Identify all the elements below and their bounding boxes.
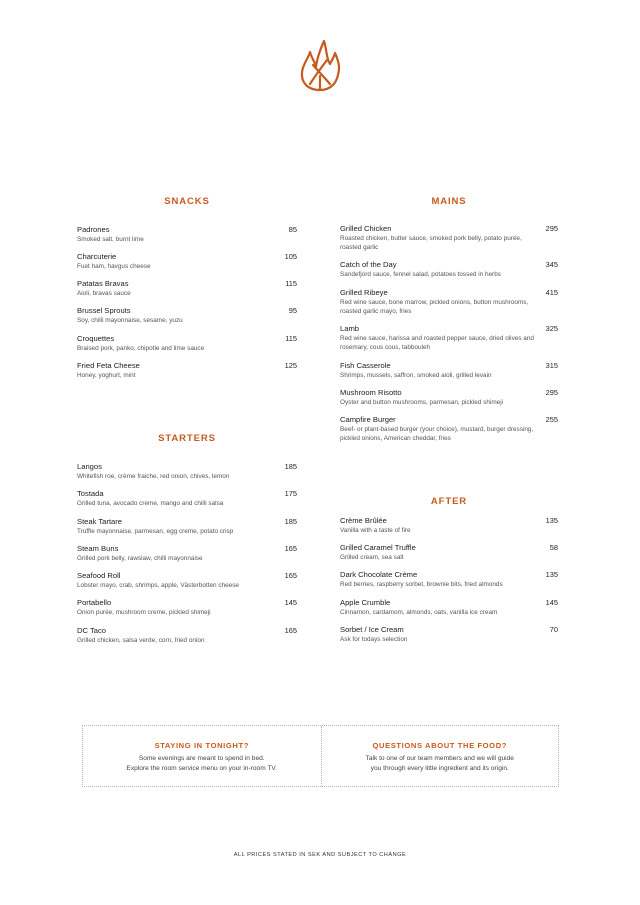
item-description: Fuet ham, havgus cheese xyxy=(77,263,151,270)
info-text: Talk to one of our team members and we will guide xyxy=(365,755,514,762)
menu-item xyxy=(77,626,297,645)
room-service-note xyxy=(83,726,321,786)
item-price: 135 xyxy=(545,516,558,525)
item-description: Smoked salt, burnt lime xyxy=(77,236,144,243)
section-title: AFTER xyxy=(430,496,468,507)
item-name: Apple Crumble xyxy=(340,598,391,607)
mains-section xyxy=(340,196,558,451)
item-description: Beef- or plant-based burger (your choice), mustard, burger dressing, pickled onions, American cheddar, fries xyxy=(340,426,534,442)
menu-item xyxy=(340,224,558,252)
item-name: Mushroom Risotto xyxy=(340,388,402,397)
item-price: 315 xyxy=(545,361,558,370)
item-name: Croquettes xyxy=(77,334,115,343)
item-price: 145 xyxy=(284,598,297,607)
menu-item xyxy=(340,543,558,562)
item-description: Whitefish roe, crème fraiche, red onion, chives, lemon xyxy=(77,473,230,480)
item-description: Braised pork, panko, chipotle and lime sauce xyxy=(77,345,205,352)
item-name: Grilled Caramel Truffle xyxy=(340,543,416,552)
item-name: Portabello xyxy=(77,598,112,607)
menu-item xyxy=(77,598,297,617)
item-description: Red wine sauce, bone marrow, pickled onions, button mushrooms, roasted garlic mayo, fries xyxy=(340,299,529,315)
item-name: Charcuterie xyxy=(77,252,117,261)
menu-item xyxy=(77,279,297,298)
menu-item xyxy=(340,598,558,617)
item-description: Red berries, raspberry sorbet, brownie bits, fried almonds xyxy=(340,581,503,588)
item-name: Lamb xyxy=(340,324,359,333)
menu-item xyxy=(77,252,297,271)
item-price: 165 xyxy=(284,626,297,635)
menu-item xyxy=(340,570,558,589)
item-description: Ask for todays selection xyxy=(340,636,408,643)
info-text: Some evenings are meant to spend in bed. xyxy=(138,755,265,762)
item-description: Roasted chicken, butter sauce, smoked pork belly, potato purée, roasted garlic xyxy=(340,235,522,251)
item-name: Dark Chocolate Crème xyxy=(340,570,418,579)
item-name: Steam Buns xyxy=(77,544,119,553)
item-name: Grilled Ribeye xyxy=(340,288,388,297)
item-price: 115 xyxy=(285,279,297,288)
item-price: 105 xyxy=(284,252,297,261)
menu-item xyxy=(77,334,297,353)
food-questions-note xyxy=(321,726,559,786)
menu-item xyxy=(77,225,297,244)
item-name: DC Taco xyxy=(77,626,106,635)
info-text: you through every little ingredient and its origin. xyxy=(370,765,509,772)
item-description: Vanilla with a taste of fire xyxy=(340,527,411,534)
item-name: Langos xyxy=(77,462,102,471)
item-description: Sandefjord sauce, fennel salad, potatoes tossed in herbs xyxy=(340,271,501,278)
section-title: STARTERS xyxy=(158,433,216,444)
section-title: SNACKS xyxy=(164,196,210,207)
menu-item xyxy=(340,415,558,443)
item-name: Brussel Sprouts xyxy=(77,306,131,315)
item-description: Grilled tuna, avocado creme, mango and chilli salsa xyxy=(77,500,224,507)
item-description: Lobster mayo, crab, shrimps, apple, Västerbotten cheese xyxy=(77,582,239,589)
item-name: Sorbet / Ice Cream xyxy=(340,625,404,634)
price-disclaimer: ALL PRICES STATED IN SEK AND SUBJECT TO CHANGE xyxy=(233,852,407,858)
info-title: STAYING IN TONIGHT? xyxy=(154,741,249,750)
info-title: QUESTIONS ABOUT THE FOOD? xyxy=(372,741,508,750)
item-description: Honey, yoghurt, mint xyxy=(77,372,136,379)
section-title: MAINS xyxy=(431,196,467,207)
info-box xyxy=(82,725,559,787)
item-price: 185 xyxy=(284,517,297,526)
menu-item xyxy=(340,260,558,279)
menu-item xyxy=(340,288,558,316)
menu-item xyxy=(77,361,297,380)
item-description: Red wine sauce, harissa and roasted pepper sauce, dried olives and rosemary, cous cous, tabbouleh xyxy=(340,335,534,351)
menu-item xyxy=(340,324,558,352)
item-name: Fish Casserole xyxy=(340,361,391,370)
item-price: 415 xyxy=(545,288,558,297)
item-price: 95 xyxy=(288,306,297,315)
snacks-section xyxy=(77,196,297,386)
item-description: Aioli, bravas sauce xyxy=(77,290,131,297)
item-name: Steak Tartare xyxy=(77,517,123,526)
item-name: Catch of the Day xyxy=(340,260,397,269)
menu-item xyxy=(340,516,558,535)
item-description: Oyster and button mushrooms, parmesan, pickled shimeji xyxy=(340,399,504,406)
item-name: Fried Feta Cheese xyxy=(77,361,140,370)
menu-item xyxy=(77,306,297,325)
item-price: 165 xyxy=(284,571,297,580)
item-name: Patatas Bravas xyxy=(77,279,129,288)
item-description: Soy, chilli mayonnaise, sesame, yuzu xyxy=(77,317,183,324)
menu-item xyxy=(77,489,297,508)
item-name: Grilled Chicken xyxy=(340,224,392,233)
item-price: 175 xyxy=(284,489,297,498)
item-price: 295 xyxy=(545,224,558,233)
item-price: 295 xyxy=(545,388,558,397)
item-name: Campfire Burger xyxy=(340,415,396,424)
item-price: 165 xyxy=(284,544,297,553)
item-name: Tostada xyxy=(77,489,104,498)
menu-item xyxy=(77,571,297,590)
item-description: Truffle mayonnaise, parmesan, egg creme, potato crisp xyxy=(77,528,234,535)
menu-item xyxy=(77,517,297,536)
item-price: 185 xyxy=(284,462,297,471)
item-price: 125 xyxy=(284,361,297,370)
menu-item xyxy=(340,388,558,407)
item-description: Onion purée, mushroom creme, pickled shimeji xyxy=(77,609,211,616)
item-price: 115 xyxy=(285,334,297,343)
item-name: Padrones xyxy=(77,225,110,234)
menu-item xyxy=(77,544,297,563)
item-price: 70 xyxy=(549,625,558,634)
item-description: Grilled chicken, salsa verde, corn, fried onion xyxy=(77,637,205,644)
menu-item xyxy=(340,625,558,644)
item-price: 145 xyxy=(545,598,558,607)
item-price: 345 xyxy=(545,260,558,269)
item-name: Seafood Roll xyxy=(77,571,121,580)
flame-logo-icon xyxy=(299,38,341,92)
item-price: 255 xyxy=(545,415,558,424)
item-name: Crème Brûlée xyxy=(340,516,387,525)
item-price: 85 xyxy=(288,225,297,234)
item-description: Shrimps, mussels, saffron, smoked aioli, grilled levain xyxy=(340,372,492,379)
item-description: Cinnamon, cardamom, almonds, oats, vanilla ice cream xyxy=(340,609,498,616)
item-description: Grilled cream, sea salt xyxy=(340,554,404,561)
after-section xyxy=(340,496,558,646)
item-price: 58 xyxy=(549,543,558,552)
info-text: Explore the room service menu on your in-room TV. xyxy=(126,765,278,772)
item-price: 135 xyxy=(545,570,558,579)
menu-item xyxy=(340,361,558,380)
starters-section xyxy=(77,433,297,648)
menu-item xyxy=(77,462,297,481)
item-description: Grilled pork belly, rawslaw, chilli mayonnaise xyxy=(77,555,203,562)
item-price: 325 xyxy=(545,324,558,333)
